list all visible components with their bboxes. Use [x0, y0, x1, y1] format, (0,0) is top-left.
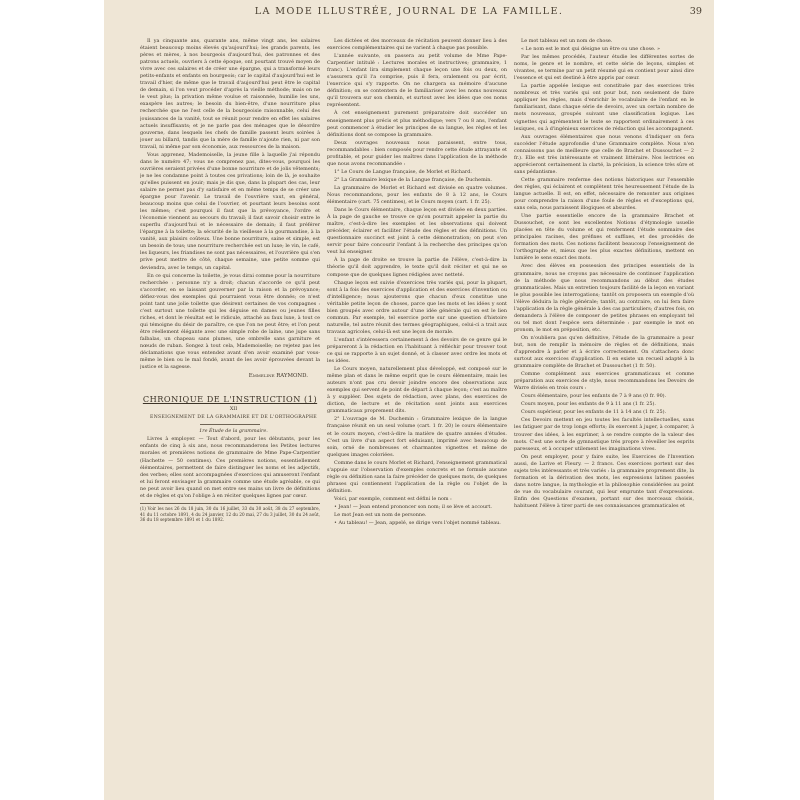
paragraph: En ce qui concerne la toilette, je vous dirai comme pour la nourriture recherchée : personne n'y a droit; chacun s'accorde ce qu'il peut s'accorder, en se laissant gouverner par la raison et la prévoyance; défiez-vous des exemples qui pourraient vous être donnés; ce n'est point tant une jolie toilette que désirent certaines de vos compagnes : c'est surtout une toilette qui les déguise en dames ou jeunes filles riches, et dont le résultat est le ridicule, attaché au faux luxe, à tout ce qui témoigne du désir de paraître, ce que l'on ne peut être; et l'on peut être réellement élégante avec une simple robe de laine, une jupe sans falbalas, un chapeau sans plumes, une ombrelle sans garniture et nœuds de ruban. Songez à tout cela, Mademoiselle; ne rejetez pas les déclamations que vous entendez avant d'en avoir examiné par vous-même le bien ou le mal fondé, avant de les avoir éprouvées devant la justice et la sagesse. [140, 272, 320, 371]
separator-rule [200, 424, 260, 425]
paragraph: 2° L'ouvrage de M. Duchemin : Grammaire lexique de la langue française réunit en un seul volume (cart. 1 fr. 20) le cours élémentaire et le cours moyen, c'est-à-dire la matière de quatre années d'études. C'est un livre d'un aspect fort séduisant, imprimé avec beaucoup de soin, orné de nombreuses et charmantes vignettes et même de quelques images coloriées. [327, 416, 507, 458]
paragraph: 1° Le Cours de Langue française, de Morlet et Richard. [334, 168, 472, 175]
newspaper-page [104, 0, 714, 800]
paragraph: Cours élémentaire, pour les enfants de 7 à 9 ans (0 fr. 90). [521, 393, 667, 400]
paragraph: Par les mêmes procédés, l'auteur étudie les différentes sortes de noms, le genre et le nombre, et cette série de leçons, simples et vivantes, se termine par un petit résumé qui en contient pour ainsi dire l'essence et qui est destiné à être appris par cœur. [514, 54, 694, 82]
paragraph: L'enfant s'intéressera certainement à des devoirs de ce genre qui le prépareront à la rédaction en l'habituant à réfléchir pour trouver tout ce qui se rapporte à un sujet donné, et à classer avec ordre les mots et les idées. [327, 336, 507, 365]
paragraph: Il ya cinquante ans, quarante ans, même vingt ans, les salaires étaient beaucoup moins élevés qu'aujourd'hui; les grands parents, les pères et mères, à nos bourgeois d'aujourd'hui, des patronnes et des patrons actuels, ouvriers à cette époque, ont pourtant trouvé moyen de vivre avec ces salaires et de créer une épargne, qui a transformé leurs petits-enfants et enfants en bourgeois; car le capital d'aujourd'hui est le travail d'hier, de même que le travail d'aujourd'hui peut être le capital de demain, si l'on veut procéder d'après la vieille méthode; mais on ne le veut plus; la privation même voulue et raisonnée, humilie les uns, exaspère les autres; le besoin du bien-être, d'une nourriture plus recherchée que ne l'est celle de la bourgeoisie raisonnable, celui des jouissances de la vanité, tout se réunit pour rendre en effet les salaires actuels insuffisants; et je ne parle pas des ménages que le désordre gouverne, dans lesquels les chefs de famille passent leurs soirées à jouer au billard, tandis que la mère de famille n'ajoute rien, ni par son travail, ni même par son économie, aux ressources de la maison. [140, 38, 320, 150]
paragraph: • Au tableau! — Jean, appelé, se dirige vers l'objet nommé tableau. [334, 520, 501, 527]
paragraph: Aux ouvrages élémentaires que nous venons d'indiquer on fera succéder l'étude approfondie d'une Grammaire complète. Nous n'en connaissons pas de meilleure que celle de Brachet et Dussouchet — 2 fr.). Elle est très intéressante et vraiment littéraire. Nos lectrices en apprécieront certainement la clarté, la précision, la science très sûre et sans pédantisme. [514, 133, 694, 175]
paragraph: À la page de droite se trouve la partie de l'élève, c'est-à-dire la théorie qu'il doit apprendre, le texte qu'il doit réciter et qui ne se compose que de quelques lignes rédigées avec netteté. [327, 257, 507, 278]
paragraph: Livres à employer. — Tout d'abord, pour les débutants, pour les enfants de cinq à six ans, nous recommanderons les Petites lectures morales et premières notions de grammaire de Mme Pape-Carpentier (Hachette — 50 centimes). Ces premières notions, essentiellement élémentaires, permettent de faire distinguer les noms et les adjectifs, des verbes; elles sont accompagnées d'exercices qui amuseront l'enfant et lui feront envisager la grammaire comme une étude agréable, ce qui ne peut avoir lieu quand on met entre ses mains un livre de définitions et de règles et qu'on l'oblige à en réciter quelques lignes par cœur. [140, 436, 320, 499]
paragraph: On n'oubliera pas qu'en définitive, l'étude de la grammaire a pour but, non de remplir la mémoire de règles et de définitions, mais d'apprendre à parler et à écrire correctement. On s'attachera donc surtout aux exercices d'application. Il en existe un recueil adapté à la grammaire complète de Brachet et Dussouchet (1 fr. 50). [514, 334, 694, 370]
page-number: 39 [689, 6, 702, 17]
column-1 [140, 38, 320, 790]
paragraph: Voici, par exemple, comment est défini le nom : [334, 495, 452, 502]
paragraph: 2° La Grammaire lexique de la Langue française, de Duchemin. [334, 176, 492, 183]
column-3 [514, 38, 694, 790]
paragraph: Cours moyen, pour les enfants de 9 à 11 ans (1 fr. 25). [521, 401, 656, 408]
paragraph: On peut employer, pour y faire suite, les Exercices de l'Invention aussi, de Larive et Fleury. — 2 francs. Ces exercices portent sur des sujets très intéressants et très variés : la grammaire proprement dite, la formation et la dérivation des mots, les expressions latines passées dans notre langue, la mythologie et la philosophie considérées au point de vue du vocabulaire courant, qui leur emprunte tant d'expressions. Enfin des Questions d'examen, portant sur des morceaux choisis, habituent l'élève à tirer parti de ses connaissances grammaticales et [514, 453, 694, 509]
paragraph: Vous apprenez, Mademoiselle, la jeune fille à laquelle j'ai répondu dans le numéro 47; vous ne comprenez pas, dites-vous, pourquoi les ouvrières seraient privées d'une bonne nourriture et de jolis vêtements; je ne les condamne point à toutes ces privations; loin de là, je souhaite qu'elles puissent en jouir; mais je dis que, dans la plupart des cas, leur salaire ne permet pas d'y satisfaire et en même temps de se créer une épargne pour l'avenir. Le travail de l'ouvrière vaut, en général, beaucoup moins que celui de l'ouvrier, et pourtant leurs besoins sont les mêmes; c'est pourquoi il faut que la prévoyance, l'ordre et l'économie viennent au secours du travail; il faut savoir choisir entre le superflu d'aujourd'hui et le nécessaire de demain; il faut préférer l'épargne à la toilette; la sécurité de la vieillesse à la gourmandise, à la vanité, aux plaisirs coûteux. Une bonne nourriture, saine et simple, est un besoin de tous; une nourriture recherchée est un luxe; le vin, le café, les liqueurs, les friandises ne sont pas nécessaires, et l'ouvrière qui s'en prive peut mettre de côté, chaque semaine, une petite somme qui deviendra, avec le temps, un capital. [140, 151, 320, 271]
section-subtitle-2: 1re Étude de la grammaire. [199, 428, 268, 435]
paragraph: La partie appelée lexique est constituée par des exercices très nombreux et très variés qui ont pour but, non seulement de faire appliquer les règles, mais d'enrichir le vocabulaire de l'enfant en le familiarisant, dans chaque série de devoirs, avec un certain nombre de mots nouveaux, groupés suivant une classification logique. Les vignettes qui agrémentent le texte se rapportent ordinairement à ces lexiques, ou à d'ingénieux exercices de rédaction qui les accompagnent. [514, 83, 694, 132]
paragraph: La grammaire de Morlet et Richard est divisée en quatre volumes. Nous recommandons, pour les enfants de 8 à 12 ans, le Cours élémentaire (cart. 75 centimes), et le Cours moyen (cart. 1 fr. 25). [327, 184, 507, 206]
paragraph: Avec des élèves en possession des principes essentiels de la grammaire, nous ne croyons pas nécessaire de continuer l'application de la méthode que nous recommandons au début des études grammaticales. Mais un entretien toujours facilité de la leçon en variant le plus possible les interrogations; tantôt on proposera un exemple d'où l'élève déduira la règle générale; tantôt, au contraire, on lui fera faire l'application de la règle générale à des cas particuliers; d'autres fois, on demandera à l'élève de composer de petites phrases en employant tel ou tel mot dont l'espèce sera déterminée : par exemple le mot en pronom, le mot en préposition, etc. [514, 263, 694, 333]
paragraph: Les dictées et des morceaux de récitation peuvent donner lieu à des exercices complémentaires qui ne varient à chaque pas possible. [327, 38, 507, 52]
footnote [140, 503, 320, 523]
paragraph: Le mot Jean est un nom de personne. [334, 512, 427, 519]
paragraph: • Jean! — Jean entend prononcer son nom; il se lève et accourt. [334, 504, 492, 510]
paragraph: Le Cours moyen, naturellement plus développé, est composé sur le même plan et dans le même esprit que le cours élémentaire, mais les auteurs n'ont pas cru devoir joindre encore des observations aux exemples qui servent de point de départ à chaque leçon; c'est au maître à y suppléer. Des sujets de rédaction, avec plans, des exercices de diction, de lecture et de récitation sont joints aux exercices grammaticaux proprement dits. [327, 366, 507, 415]
section-subtitle: ENSEIGNEMENT DE LA GRAMMAIRE ET DE L'ORTHOGRAPHE [150, 415, 317, 421]
paragraph: « Le nom est le mot qui désigne un être ou une chose. » [521, 46, 661, 53]
paragraph: Chaque leçon est suivie d'exercices très variés qui, pour la plupart, sont à la fois des exercices d'application et des exercices d'invention ou d'intelligence; nous ajouterons que chacun d'eux constitue une véritable petite leçon de choses, parce que les mots et les idées y sont bien groupés avec ordre autour d'une idée générale qui en est le lien commun. Par exemple, tel exercice porte sur une question d'histoire naturelle, tel autre réunit des termes géographiques, celui-ci a trait aux travaux agricoles, celui-là est une leçon de morale. [327, 279, 507, 335]
paragraph: Cours supérieur, pour les enfants de 11 à 14 ans (1 fr. 25). [521, 409, 667, 416]
paragraph: Une partie essentielle encore de la grammaire Brachet et Dussouchet, ce sont les excellentes Notions d'étymologie usuelle placées en tête du volume et qui renferment l'étude sommaire des principales racines, des préfixes et suffixes, et des procédés de formation des mots. Ces notions facilitent beaucoup l'enseignement de l'orthographe et, mieux que les plus exactes définitions, mettent en lumière le sens exact des mots. [514, 213, 694, 262]
paragraph: Comme dans le cours Morlet et Richard, l'enseignement grammatical s'appuie sur l'observation d'exemples concrets et ne formule aucune règle ou définition sans la faire précéder de quelques mots, de quelques phrases qui contiennent l'application de la règle ou l'objet de la définition. [327, 459, 507, 494]
paragraph: À cet enseignement purement préparatoire doit succéder un enseignement plus précis et plus méthodique; vers 7 ou 8 ans, l'enfant peut commencer à étudier les principes de sa langue, les règles et les définitions dont se compose la grammaire. [327, 110, 507, 138]
section-title: CHRONIQUE DE L'INSTRUCTION (1) [142, 394, 318, 405]
author-signature: Emmeline RAYMOND. [248, 373, 308, 380]
paragraph: Ces Devoirs mettent en jeu toutes les facultés intellectuelles, sans les fatiguer par de trop longs efforts; ils exercent à juger, à comparer, à trouver des idées, à les exprimer, à se rendre compte de la valeur des mots. C'est une sorte de gymnastique très propre à réveiller les esprits paresseux, et à occuper utilement les imaginations vives. [514, 417, 694, 452]
paragraph: Le mot tableau est un nom de chose. [521, 38, 613, 44]
paragraph: Cette grammaire renferme des notions historiques sur l'ensemble des règles, qui éclairent et complètent très heureusement l'étude de la langue actuelle. Il est, en effet, nécessaire de remonter aux origines pour comprendre la raison d'une foule de règles et d'exceptions qui, sans cela, nous paraissent illogiques et absurdes. [514, 176, 694, 212]
section-numeral: XII [229, 406, 238, 413]
paragraph: L'année suivante, on passera au petit volume de Mme Pape-Carpentier intitulé : Lectures morales et instructives; grammaire, 1 franc). L'enfant lira simplement chaque leçon une fois ou deux, on s'assurera qu'il l'a comprise, puis il fera, oralement ou par écrit, l'exercice qui s'y rapporte. On ne chargera sa mémoire d'aucune définition; on se contentera de le familiariser avec les noms nouveaux qu'il trouvera sur son chemin, et surtout avec les idées que ces noms représentent. [327, 53, 507, 109]
paragraph: Comme complément aux exercices grammaticaux et comme préparation aux exercices de style, nous recommandons les Devoirs de Warre divisés en trois cours : [514, 371, 694, 392]
column-2 [327, 38, 507, 790]
running-title: LA MODE ILLUSTRÉE, JOURNAL DE LA FAMILLE. [254, 6, 564, 17]
footnote-text: (1) Voir les nos 26 du 18 juin, 30 du 16 juillet, 33 du 30 août, 38 du 27 septembre, 41 du 11 octobre 1891, 4 du 24 janvier, 12 du 20 mai, 27 du 3 juillet, 30 du 24 août, 36 du 18 septembre 1891 et 1 du 1892. [140, 505, 320, 523]
paragraph: Deux ouvrages nouveaux nous paraissent, entre tous, recommandables : bien composés pour rendre cette étude attrayante et profitable, et pour guider les maîtres dans l'application de la méthode que nous avons recommandée : [327, 139, 507, 167]
paragraph: Dans le Cours élémentaire, chaque leçon est divisée en deux parties. À la page de gauche se trouve ce qu'on pourrait appeler la partie du maître, c'est-à-dire les exemples et les observations qui doivent précéder, éclairer et faciliter l'étude des règles et des définitions. Un questionnaire succinct est joint à cette démonstration; on peut s'en servir pour faire concourir l'enfant à la recherche des principes qu'on veut lui enseigner. [327, 207, 507, 256]
